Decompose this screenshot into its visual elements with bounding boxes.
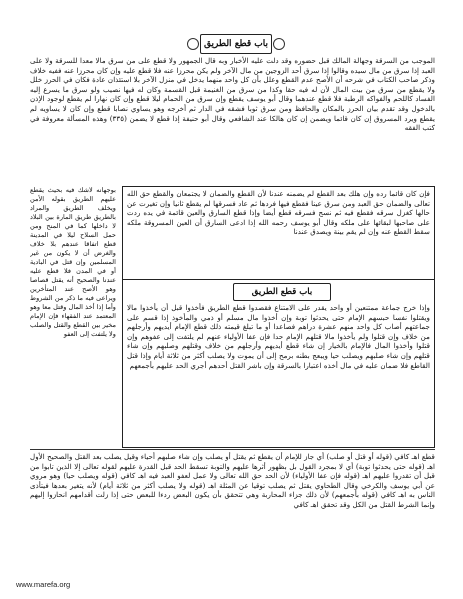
main-text-box bbox=[122, 186, 435, 448]
bottom-divider bbox=[30, 449, 435, 450]
top-commentary: الموجب من السرقة وجهالة المالك قبل حضوره وقد دلت عليه الأخبار وبه قال الجمهور ولا قطع على من سرق مالا معدا للسرقة ولا على العبد إذا سرق من مال سيده وقالوا إذا سرق أحد الزوجين من مال الآخر ولم يكن محرزا عنه فلا قطع عليه وإن كان محرزا عنه ففيه خلاف وذكر صاحب الكتاب في شرحه أن الأصح عدم القطع وعلل بأن كل واحد منهما يدخل في منزل الآخر بلا استئذان عادة فكان في الحرز خلل ولا يقطع من سرق من بيت المال لأن له فيه حقا وكذا من سرق من الغنيمة قبل القسمة وكان له فيها نصيب ولو سرق ما يسرع إليه الفساد كاللحم والفواكه الرطبة فلا قطع عندهما وقال أبو يوسف يقطع وإن سرق من الحمام ليلا قطع وإن كان نهارا لم يقطع لوجود الإذن بالدخول وقد تقدم بيان الحرز بالمكان والحافظ ومن سرق ثوبا فشقه في الدار ثم أخرجه وهو يساوي نصابا قطع وإن كان لا يساويه لم يقطع ويرد المسروق إن كان قائما ويضمن إن كان هالكا عند الشافعي وقال أبو حنيفة إذا قطع لا يضمن (٣٣٥) وهذه المسألة معروفة في كتب الفقه bbox=[30, 56, 435, 133]
bottom-commentary: قطع اهـ كافي (قوله أو قتل أو صلب) أي جاز للإمام أن يقطع ثم يقتل أو يصلب وإن شاء صلبهم أحياء وقيل يصلب بعد القتل والصحيح الأول اهـ (قوله حتى يحدثوا توبة) أي لا بمجرد القول بل بظهور أثرها عليهم والتوبة تسقط الحد قبل القدرة عليهم لقوله تعالى إلا الذين تابوا من قبل أن تقدروا عليهم اهـ (قوله فإن عفا الأولياء) لأن الحد حق الله تعالى ولا عمل لعفو العبد فيه اهـ كافي (قوله ويصلب حيا) وهو مروي عن أبي يوسف والكرخي وقال الطحاوي يقتل ثم يصلب توقيا عن المثلة اهـ (قوله ولا يصلب أكثر من ثلاثة أيام) لأنه يتغير بعدها فيتأذى الناس به اهـ كافي (قوله بأجمعهم) لأن ذلك جزاء المحاربة وهي تتحقق بأن يكون البعض ردءا للبعض حتى إذا زلت أقدامهم انحازوا إليهم وإنما الشرط القتل من الكل وقد تحقق اهـ كافي bbox=[30, 452, 435, 509]
chapter-title: باب قطع الطريق bbox=[203, 39, 269, 49]
footer-site-link[interactable]: www.marefa.org bbox=[16, 580, 71, 589]
side-commentary: بوجهانه لاشك فيه بحيث يقطع عليهم الطريق بقوله الأمن ويخلف الطريق والمراد بالطريق طريق المارة بين البلاد لا داخلها كما في المنح ومن حمل السلاح ليلا في المدينة قطع اتفاقا عندهم بلا خلاف والغرض أن لا يكون من غير المسلمين وإن قتل في البادية أو في المدن فلا قطع عليه عندنا والصحيح أنه يقتل قصاصا وهو الأصح عند المتأخرين ويراعى فيه ما ذكر من الشروط وأما إذا أخذ المال وقتل معا وهو المعتمد عند الفقهاء فإن الإمام مخير بين القطع والقتل والصلب ولا يلتفت إلى العفو bbox=[30, 186, 116, 338]
main-text-lower: وإذا خرج جماعة ممتنعين أو واحد يقدر على الامتناع فقصدوا قطع الطريق فأخذوا قبل أن يأخذوا مالا ويقتلوا نفسا حبسهم الإمام حتى يحدثوا توبة وإن أخذوا مال مسلم أو ذمي والمأخوذ إذا قسم على جماعتهم أصاب كل واحد منهم عشرة دراهم فصاعدا أو ما تبلغ قيمته ذلك قطع الإمام أيديهم وأرجلهم من خلاف وإن قتلوا ولم يأخذوا مالا قتلهم الإمام حدا فإن عفا الأولياء عنهم لم يلتفت إلى عفوهم وإن قتلوا وأخذوا المال فالإمام بالخيار إن شاء قطع أيديهم وأرجلهم من خلاف وقتلهم وصلبهم وإن شاء قتلهم وإن شاء صلبهم ويصلب حيا ويبعج بطنه برمح إلى أن يموت ولا يصلب أكثر من ثلاثة أيام وإذا قتل القاطع فلا ضمان عليه في مال أخذه اعتبارا بالسرقة وإن باشر القتل أحدهم أجري الحد عليهم بأجمعهم bbox=[127, 303, 430, 370]
chapter-title-frame bbox=[200, 34, 272, 54]
section-title: باب قطع الطريق bbox=[233, 283, 331, 301]
main-text-upper: فإن كان قائما رده وإن هلك بعد القطع لم يضمنه عندنا لأن القطع والضمان لا يجتمعان والقطع حق الله تعالى والضمان حق العبد ومن سرق عينا فقطع فيها فردها ثم عاد فسرقها لم يقطع ثانيا وإن تغيرت عن حالها كغزل سرقه فقطع فيه ثم نسج فسرقه قطع أيضا وإذا قطع السارق والعين قائمة في يده ردت على صاحبها لبقائها على ملكه وقال أبو يوسف رحمه الله إذا ادعى السارق أن العين المسروقة ملكه سقط القطع عنه وإن لم يقم بينة ويصدق عندنا bbox=[127, 189, 430, 237]
section-divider bbox=[123, 279, 434, 280]
